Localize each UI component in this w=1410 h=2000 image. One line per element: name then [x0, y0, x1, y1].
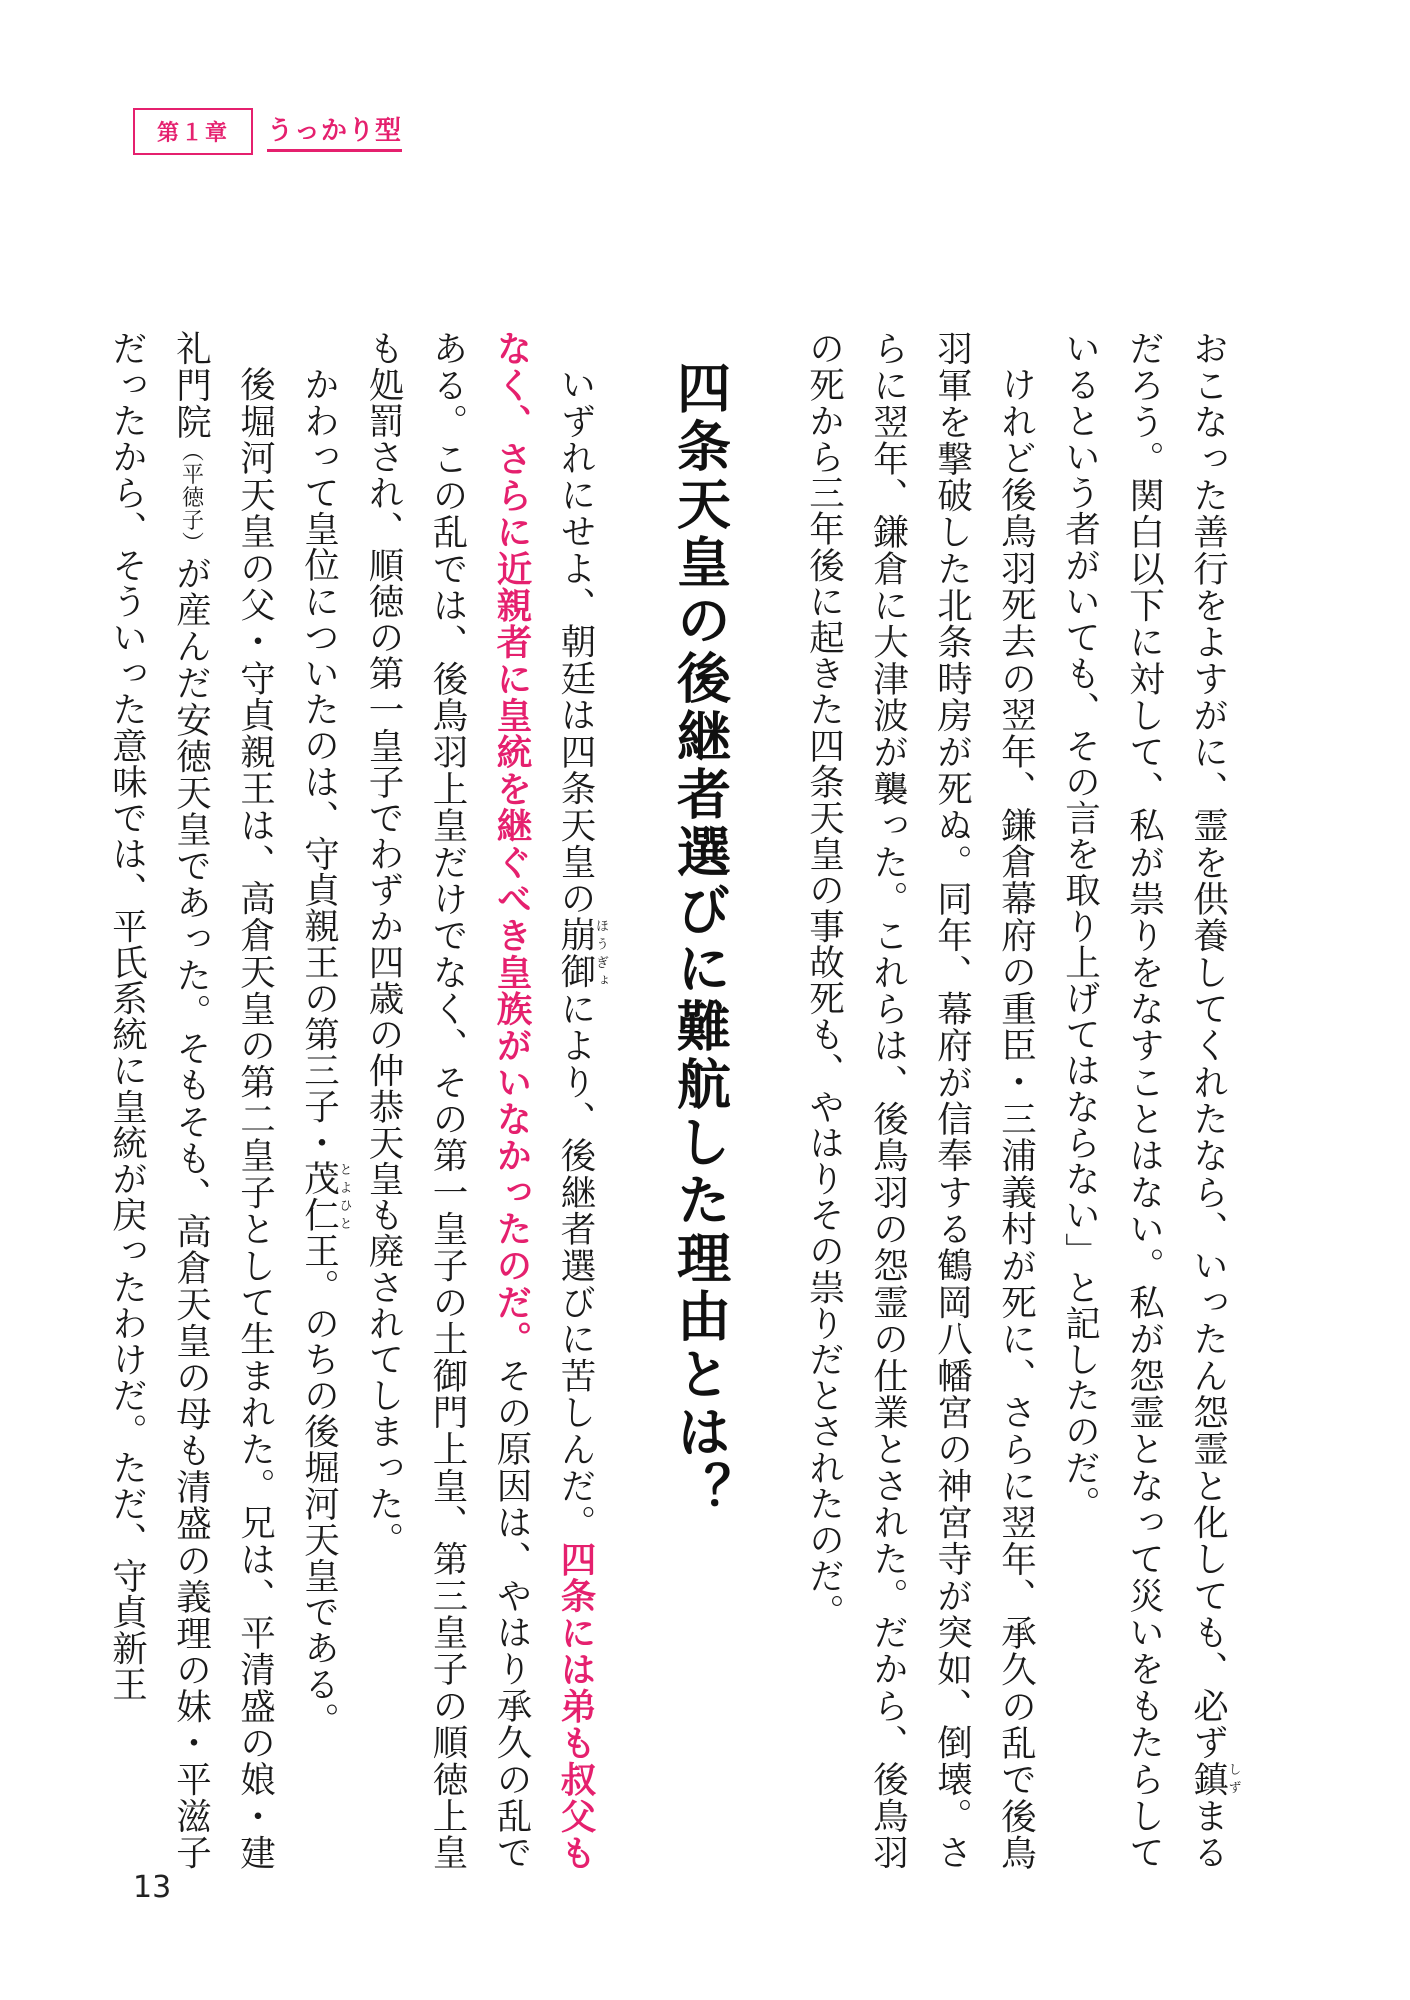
ruby-base: 鎮: [1187, 1760, 1229, 1798]
vertical-text-body: [106, 330, 1241, 1871]
paragraph-5: [95, 330, 287, 1870]
paragraph-1: [1048, 330, 1241, 1870]
ruby-base: 崩御: [555, 916, 596, 990]
chapter-tag: [133, 110, 402, 152]
paragraph-4-text-a: かわって皇位についたのは、守貞親王の第三子・: [298, 365, 340, 1160]
section-heading: 四条天皇の後継者選びに難航した理由とは？: [668, 360, 732, 1520]
paragraph-5-text-b: が産んだ安徳天皇であった。そもそも、高倉天皇の母も清盛の義理の妹・平滋子だったから、そういった意味では、平氏系統に皇統が戻ったわけだ。ただ、守貞新王: [106, 330, 212, 1870]
paragraph-1-rest: まるだろう。関白以下に対して、私が祟りをなすことはない。私が怨霊となって災いをもたらしているという者がいても、その言を取り上げてはならない」と記したのだ。: [1059, 330, 1229, 1870]
paragraph-3-text-a: いずれにせよ、朝廷は四条天皇の: [555, 365, 596, 917]
paragraph-4-text-b: 王。のちの後堀河天皇である。: [298, 1231, 340, 1738]
ruby-hougyo: [555, 916, 608, 990]
paragraph-5-small: （平徳子）: [178, 439, 204, 555]
emphasis-text: 四条には弟も叔父もなく、さらに近親者に皇統を継ぐべき皇族がいなかったのだ。: [491, 330, 596, 1871]
paragraph-2: けれど後鳥羽死去の翌年、鎌倉幕府の重臣・三浦義村が死に、さらに翌年、承久の乱で後鳥羽軍を撃破した北条時房が死ぬ。同年、幕府が信奉する鶴岡八幡宮の神宮寺が突如、倒壊。さらに翌年、鎌倉に大津波が襲った。これらは、後鳥羽の怨霊の仕業とされた。だから、後鳥羽の死から三年後に起きた四条天皇の事故死も、やはりその祟りだとされたのだ。: [803, 330, 1037, 1870]
paragraph-3-text-c: その原因は、やはり承久の乱である。この乱では、後鳥羽上皇だけでなく、その第一皇子の土御門上皇、第三皇子の順徳上皇も処罰され、順徳の第一皇子でわずか四歳の仲恭天皇も廃されてしまった。: [363, 330, 532, 1870]
ruby-reading: しず: [1225, 1760, 1241, 1797]
paragraph-1-text: おこなった善行をよすがに、霊を供養してくれたなら、いったん怨霊と化しても、必ず: [1187, 330, 1229, 1761]
ruby-base: 茂仁: [298, 1159, 340, 1232]
chapter-label: 第１章: [133, 108, 253, 155]
paragraph-5-text-a: 後堀河天皇の父・守貞親王は、高倉天皇の第二皇子として生まれた。兄は、平清盛の娘・建礼門院: [170, 330, 276, 1870]
ruby-reading: とよひと: [336, 1159, 352, 1232]
paragraph-3: [351, 330, 608, 1870]
ruby-toyohito: [298, 1159, 352, 1232]
page-number: 13: [133, 1870, 172, 1905]
ruby-reading: ほうぎょ: [593, 916, 608, 989]
ruby-shizu: [1187, 1760, 1241, 1798]
paragraph-3-text-b: により、後継者選びに苦しんだ。: [555, 989, 596, 1541]
chapter-title: うっかり型: [267, 110, 402, 152]
paragraph-4: [287, 330, 352, 1870]
